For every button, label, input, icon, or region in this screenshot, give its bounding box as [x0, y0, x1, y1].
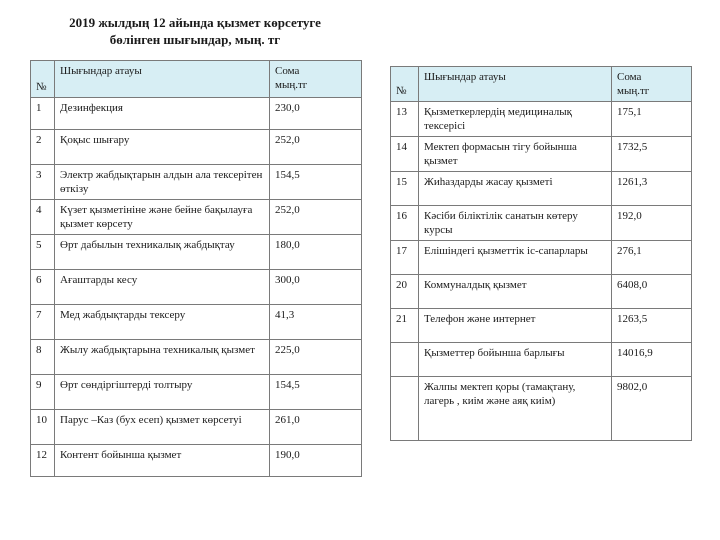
- row-amount: 6408,0: [612, 275, 692, 309]
- table-row: [391, 102, 692, 137]
- row-amount: 252,0: [270, 200, 362, 235]
- header-num: №: [391, 67, 419, 102]
- row-name: Қызметтер бойынша барлығы: [419, 343, 612, 377]
- row-amount: 190,0: [270, 445, 362, 477]
- table-row: [31, 200, 362, 235]
- row-amount: 9802,0: [612, 377, 692, 441]
- table-row: [31, 235, 362, 270]
- row-num: 3: [31, 165, 55, 200]
- row-amount: 252,0: [270, 130, 362, 165]
- row-amount: 154,5: [270, 165, 362, 200]
- table-row: [31, 305, 362, 340]
- table-row: [31, 270, 362, 305]
- row-amount: 261,0: [270, 410, 362, 445]
- table-row: [31, 375, 362, 410]
- row-name: Қоқыс шығару: [55, 130, 270, 165]
- expenses-table-left: [30, 60, 362, 477]
- table-row: [391, 275, 692, 309]
- row-name: Елішіндегі қызметтік іс-сапарлары: [419, 241, 612, 275]
- table-row: [391, 206, 692, 241]
- row-amount: 14016,9: [612, 343, 692, 377]
- table-row: [31, 340, 362, 375]
- row-name: Ағаштарды кесу: [55, 270, 270, 305]
- row-num: 20: [391, 275, 419, 309]
- table-row: [31, 410, 362, 445]
- row-amount: 225,0: [270, 340, 362, 375]
- school-fund-row: [391, 377, 692, 441]
- row-name: Коммуналдық қызмет: [419, 275, 612, 309]
- row-num: 13: [391, 102, 419, 137]
- row-num: 9: [31, 375, 55, 410]
- row-num: 1: [31, 98, 55, 130]
- table-row: [31, 98, 362, 130]
- table-row: [391, 241, 692, 275]
- row-name: Электр жабдықтарын алдын ала тексерітен өткізу: [55, 165, 270, 200]
- row-num: 16: [391, 206, 419, 241]
- row-name: Мектеп формасын тігу бойынша қызмет: [419, 137, 612, 172]
- row-name: Парус –Каз (бух есеп) қызмет көрсетуі: [55, 410, 270, 445]
- row-name: Контент бойынша қызмет: [55, 445, 270, 477]
- header-name: Шығындар атауы: [55, 61, 270, 98]
- row-num: 7: [31, 305, 55, 340]
- table-row: [31, 165, 362, 200]
- row-num: 6: [31, 270, 55, 305]
- header-amount: [270, 61, 362, 98]
- row-amount: 154,5: [270, 375, 362, 410]
- table-row: [31, 445, 362, 477]
- row-name: Жылу жабдықтарына техникалық қызмет: [55, 340, 270, 375]
- header-amount: [612, 67, 692, 102]
- row-amount: 192,0: [612, 206, 692, 241]
- row-name: Қызметкерлердің медициналық тексерісі: [419, 102, 612, 137]
- header-amount-line-1: Сома: [275, 65, 300, 77]
- total-row: [391, 343, 692, 377]
- row-num: 14: [391, 137, 419, 172]
- row-amount: 1263,5: [612, 309, 692, 343]
- row-num: 8: [31, 340, 55, 375]
- header-amount-line-1: Сома: [617, 71, 642, 83]
- row-amount: 1732,5: [612, 137, 692, 172]
- row-name: Жиһаздарды жасау қызметі: [419, 172, 612, 206]
- row-num: 15: [391, 172, 419, 206]
- row-num: 4: [31, 200, 55, 235]
- row-num: 12: [31, 445, 55, 477]
- expenses-table-right: [390, 66, 692, 441]
- header-amount-line-2: мың.тг: [617, 85, 650, 97]
- row-amount: 300,0: [270, 270, 362, 305]
- row-amount: 230,0: [270, 98, 362, 130]
- row-num: [391, 377, 419, 441]
- row-amount: 41,3: [270, 305, 362, 340]
- row-name: Мед жабдықтарды тексеру: [55, 305, 270, 340]
- header-num: №: [31, 61, 55, 98]
- table-header-row: [391, 67, 692, 102]
- row-num: 21: [391, 309, 419, 343]
- row-num: [391, 343, 419, 377]
- row-name: Дезинфекция: [55, 98, 270, 130]
- row-amount: 175,1: [612, 102, 692, 137]
- table-header-row: [31, 61, 362, 98]
- table-row: [391, 309, 692, 343]
- header-amount-line-2: мың.тг: [275, 79, 308, 91]
- row-name: Кәсіби біліктілік санатын көтеру курсы: [419, 206, 612, 241]
- row-name: Өрт дабылын техникалық жабдықтау: [55, 235, 270, 270]
- title-line-1: 2019 жылдың 12 айында қызмет көрсетуге: [69, 15, 321, 30]
- table-row: [391, 172, 692, 206]
- row-name: Жалпы мектеп қоры (тамақтану, лагерь , киім және аяқ киім): [419, 377, 612, 441]
- header-name: Шығындар атауы: [419, 67, 612, 102]
- row-amount: 1261,3: [612, 172, 692, 206]
- row-name: Телефон және интернет: [419, 309, 612, 343]
- row-name: Күзет қызметініне және бейне бақылауға қызмет көрсету: [55, 200, 270, 235]
- row-amount: 276,1: [612, 241, 692, 275]
- row-num: 5: [31, 235, 55, 270]
- row-name: Өрт сөндіргіштерді толтыру: [55, 375, 270, 410]
- row-num: 10: [31, 410, 55, 445]
- table-row: [391, 137, 692, 172]
- row-num: 17: [391, 241, 419, 275]
- row-amount: 180,0: [270, 235, 362, 270]
- page-title: [30, 14, 360, 48]
- title-line-2: бөлінген шығындар, мың. тг: [109, 32, 281, 47]
- row-num: 2: [31, 130, 55, 165]
- table-row: [31, 130, 362, 165]
